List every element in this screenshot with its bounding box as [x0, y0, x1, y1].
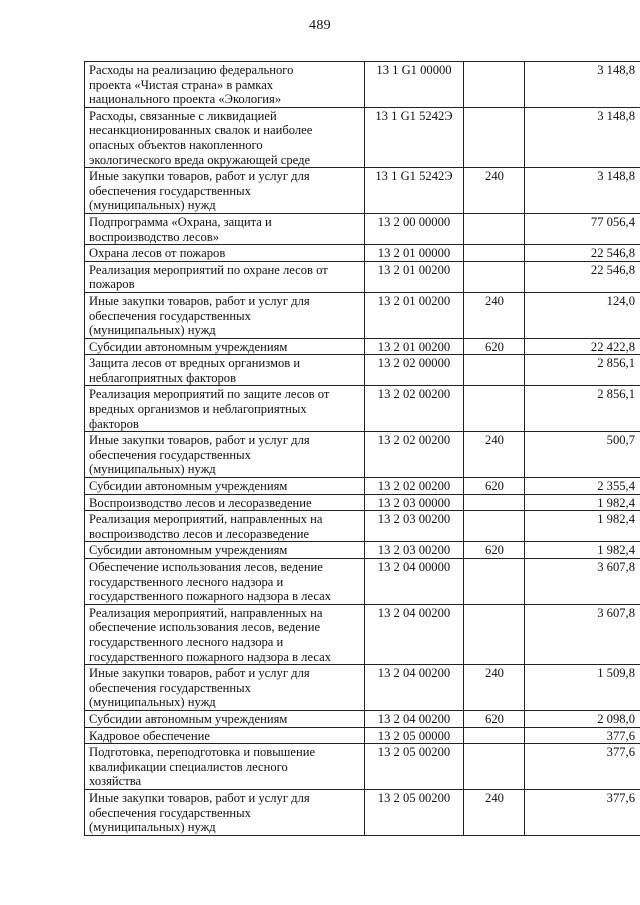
expense-name-cell	[85, 213, 365, 244]
amount-cell: 377,6	[525, 789, 640, 835]
expense-name-cell	[85, 338, 365, 355]
target-code-cell: 13 2 03 00200	[365, 542, 464, 559]
table-row	[85, 478, 640, 495]
expense-name-line: неблагоприятных факторов	[89, 370, 237, 385]
expense-name-line: вредных организмов и неблагоприятных	[89, 402, 307, 417]
expense-type-cell	[464, 261, 525, 292]
expense-type-cell	[464, 727, 525, 744]
expense-name-line: Иные закупки товаров, работ и услуг для	[89, 293, 310, 308]
expense-name-line: обеспечения государственных	[89, 447, 251, 462]
expense-name-line: Субсидии автономным учреждениям	[89, 479, 288, 494]
target-code-cell: 13 2 05 00200	[365, 744, 464, 790]
expense-name-cell	[85, 292, 365, 338]
expense-name-line: Иные закупки товаров, работ и услуг для	[89, 790, 310, 805]
expense-type-cell	[464, 62, 525, 108]
amount-cell: 2 856,1	[525, 355, 640, 386]
expense-name-line: государственного лесного надзора и	[89, 574, 284, 589]
expense-name-line: Расходы, связанные с ликвидацией	[89, 108, 277, 123]
table-row	[85, 261, 640, 292]
expense-type-cell	[464, 494, 525, 511]
table-row	[85, 62, 640, 108]
table-row	[85, 789, 640, 835]
amount-cell: 3 148,8	[525, 168, 640, 214]
expense-name-line: обеспечения государственных	[89, 680, 251, 695]
expense-type-cell: 240	[464, 432, 525, 478]
expense-name-cell	[85, 494, 365, 511]
expense-name-line: государственного лесного надзора и	[89, 634, 284, 649]
expense-name-line: Субсидии автономным учреждениям	[89, 339, 288, 354]
expense-name-line: Расходы на реализацию федерального	[89, 63, 294, 77]
amount-cell: 1 509,8	[525, 665, 640, 711]
expense-name-line: государственного пожарного надзора в лесах	[89, 589, 331, 604]
expense-name-line: Подпрограмма «Охрана, защита и	[89, 214, 272, 229]
expense-type-cell	[464, 355, 525, 386]
target-code-cell: 13 1 G1 00000	[365, 62, 464, 108]
expense-type-cell	[464, 245, 525, 262]
amount-cell: 2 098,0	[525, 710, 640, 727]
target-code-cell: 13 2 01 00200	[365, 261, 464, 292]
table-row	[85, 213, 640, 244]
table-row	[85, 168, 640, 214]
page-number: 489	[309, 18, 331, 33]
target-code-cell: 13 2 04 00000	[365, 559, 464, 605]
expense-type-cell	[464, 213, 525, 244]
expense-name-line: обеспечения государственных	[89, 183, 251, 198]
expense-name-cell	[85, 604, 365, 664]
expense-name-line: пожаров	[89, 277, 135, 292]
amount-cell: 377,6	[525, 744, 640, 790]
expense-name-line: (муниципальных) нужд	[89, 198, 216, 213]
target-code-cell: 13 2 02 00000	[365, 355, 464, 386]
amount-cell: 22 546,8	[525, 261, 640, 292]
amount-cell: 1 982,4	[525, 494, 640, 511]
expense-type-cell	[464, 604, 525, 664]
expense-type-cell	[464, 511, 525, 542]
expense-name-line: Кадровое обеспечение	[89, 728, 210, 743]
budget-table	[84, 61, 640, 836]
table-row	[85, 559, 640, 605]
expense-type-cell: 240	[464, 292, 525, 338]
target-code-cell: 13 2 03 00000	[365, 494, 464, 511]
expense-name-line: воспроизводство лесов и лесоразведение	[89, 526, 310, 541]
expense-name-line: Охрана лесов от пожаров	[89, 246, 226, 261]
target-code-cell: 13 2 04 00200	[365, 710, 464, 727]
expense-type-cell: 620	[464, 478, 525, 495]
target-code-cell: 13 2 02 00200	[365, 386, 464, 432]
expense-type-cell	[464, 559, 525, 605]
table-row	[85, 292, 640, 338]
target-code-cell: 13 2 01 00200	[365, 292, 464, 338]
expense-name-cell	[85, 789, 365, 835]
table-row	[85, 494, 640, 511]
target-code-cell: 13 2 02 00200	[365, 432, 464, 478]
target-code-cell: 13 2 00 00000	[365, 213, 464, 244]
amount-cell: 3 607,8	[525, 559, 640, 605]
table-row	[85, 355, 640, 386]
amount-cell: 3 607,8	[525, 604, 640, 664]
expense-name-cell	[85, 432, 365, 478]
target-code-cell: 13 2 03 00200	[365, 511, 464, 542]
expense-name-line: (муниципальных) нужд	[89, 695, 216, 710]
amount-cell: 1 982,4	[525, 511, 640, 542]
expense-name-line: факторов	[89, 416, 139, 431]
expense-name-cell	[85, 542, 365, 559]
expense-name-cell	[85, 710, 365, 727]
expense-name-line: Реализация мероприятий, направленных на	[89, 512, 323, 527]
amount-cell: 2 856,1	[525, 386, 640, 432]
expense-name-line: Иные закупки товаров, работ и услуг для	[89, 433, 310, 448]
expense-name-cell	[85, 386, 365, 432]
expense-name-cell	[85, 261, 365, 292]
expense-name-line: Подготовка, переподготовка и повышение	[89, 745, 316, 760]
expense-name-cell	[85, 355, 365, 386]
table-body	[85, 62, 640, 836]
target-code-cell: 13 2 05 00200	[365, 789, 464, 835]
expense-name-cell	[85, 245, 365, 262]
amount-cell: 1 982,4	[525, 542, 640, 559]
expense-type-cell: 240	[464, 168, 525, 214]
table-row	[85, 386, 640, 432]
expense-name-line: государственного пожарного надзора в лесах	[89, 649, 331, 664]
expense-type-cell: 240	[464, 665, 525, 711]
expense-name-line: проекта «Чистая страна» в рамках	[89, 77, 274, 92]
table-row	[85, 338, 640, 355]
expense-name-cell	[85, 665, 365, 711]
table-row	[85, 710, 640, 727]
expense-name-line: опасных объектов накопленного	[89, 137, 263, 152]
expense-type-cell: 620	[464, 542, 525, 559]
expense-type-cell	[464, 744, 525, 790]
expense-name-line: Реализация мероприятий, направленных на	[89, 605, 323, 620]
expense-name-line: Иные закупки товаров, работ и услуг для	[89, 169, 310, 184]
table-row	[85, 604, 640, 664]
expense-name-cell	[85, 744, 365, 790]
expense-type-cell	[464, 107, 525, 167]
target-code-cell: 13 2 05 00000	[365, 727, 464, 744]
expense-name-line: обеспечение использования лесов, ведение	[89, 620, 321, 635]
expense-name-cell	[85, 62, 365, 108]
amount-cell: 22 422,8	[525, 338, 640, 355]
expense-name-cell	[85, 478, 365, 495]
target-code-cell: 13 2 01 00000	[365, 245, 464, 262]
table-row	[85, 107, 640, 167]
amount-cell: 500,7	[525, 432, 640, 478]
amount-cell: 377,6	[525, 727, 640, 744]
amount-cell: 3 148,8	[525, 107, 640, 167]
table-row	[85, 665, 640, 711]
expense-name-line: несанкционированных свалок и наиболее	[89, 123, 313, 138]
target-code-cell: 13 2 04 00200	[365, 665, 464, 711]
expense-name-line: обеспечения государственных	[89, 308, 251, 323]
expense-name-line: Воспроизводство лесов и лесоразведение	[89, 495, 312, 510]
table-row	[85, 245, 640, 262]
expense-name-line: Субсидии автономным учреждениям	[89, 711, 288, 726]
amount-cell: 3 148,8	[525, 62, 640, 108]
expense-type-cell	[464, 386, 525, 432]
expense-name-line: Защита лесов от вредных организмов и	[89, 356, 301, 371]
expense-name-cell	[85, 168, 365, 214]
expense-name-line: Реализация мероприятий по защите лесов от	[89, 387, 330, 402]
expense-name-line: (муниципальных) нужд	[89, 323, 216, 338]
expense-name-cell	[85, 107, 365, 167]
expense-type-cell: 240	[464, 789, 525, 835]
expense-type-cell: 620	[464, 710, 525, 727]
table-row	[85, 727, 640, 744]
expense-name-line: экологического вреда окружающей среде	[89, 152, 311, 167]
expense-name-line: Обеспечение использования лесов, ведение	[89, 560, 323, 574]
table-row	[85, 542, 640, 559]
expense-name-line: Реализация мероприятий по охране лесов от	[89, 262, 328, 277]
amount-cell: 2 355,4	[525, 478, 640, 495]
target-code-cell: 13 2 04 00200	[365, 604, 464, 664]
expense-name-line: воспроизводство лесов»	[89, 229, 220, 244]
target-code-cell: 13 1 G1 5242Э	[365, 107, 464, 167]
table-row	[85, 432, 640, 478]
expense-type-cell: 620	[464, 338, 525, 355]
expense-name-line: (муниципальных) нужд	[89, 820, 216, 835]
target-code-cell: 13 1 G1 5242Э	[365, 168, 464, 214]
expense-name-line: квалификации специалистов лесного	[89, 759, 288, 774]
expense-name-cell	[85, 559, 365, 605]
amount-cell: 124,0	[525, 292, 640, 338]
expense-name-line: (муниципальных) нужд	[89, 462, 216, 477]
amount-cell: 22 546,8	[525, 245, 640, 262]
table-row	[85, 744, 640, 790]
expense-name-cell	[85, 727, 365, 744]
expense-name-line: хозяйства	[89, 774, 142, 789]
expense-name-line: обеспечения государственных	[89, 805, 251, 820]
target-code-cell: 13 2 02 00200	[365, 478, 464, 495]
expense-name-cell	[85, 511, 365, 542]
expense-name-line: Субсидии автономным учреждениям	[89, 543, 288, 558]
expense-name-line: Иные закупки товаров, работ и услуг для	[89, 666, 310, 681]
table-row	[85, 511, 640, 542]
target-code-cell: 13 2 01 00200	[365, 338, 464, 355]
expense-name-line: национального проекта «Экология»	[89, 92, 282, 107]
amount-cell: 77 056,4	[525, 213, 640, 244]
